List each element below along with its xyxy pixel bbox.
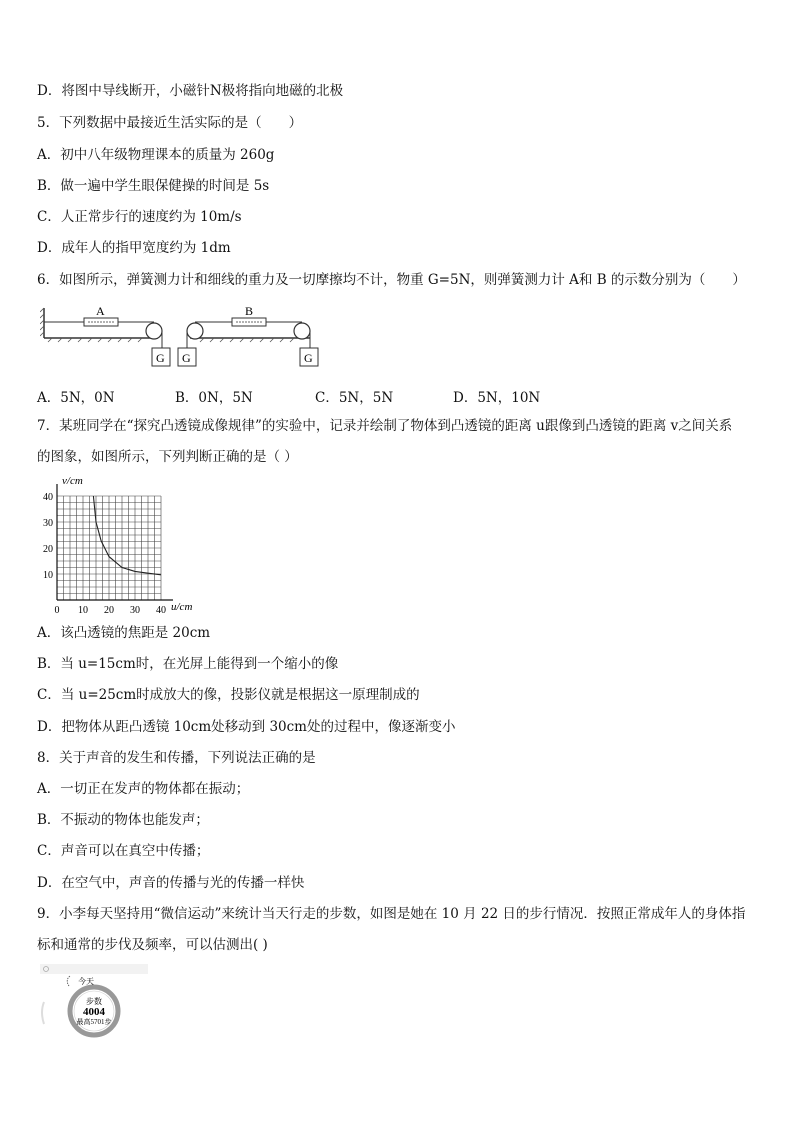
q5-option-b: B．做一遍中学生眼保健操的时间是 5s [37,178,270,194]
q7-option-c: C．当 u=25cm时成放大的像，投影仪就是根据这一原理制成的 [37,687,420,703]
q6-stem: 6．如图所示，弹簧测力计和细线的重力及一切摩擦均不计，物重 G=5N，则弹簧测力计 A和 B 的示数分别为（ ） [37,272,746,288]
q9-stem-line1: 9．小李每天坚持用“微信运动”来统计当天行走的步数，如图是她在 10 月 22 日的步行情况．按照正常成年人的身体指 [37,906,746,922]
q7-stem-line1: 7．某班同学在“探究凸透镜成像规律”的实验中，记录并绘制了物体到凸透镜的距离 u跟像到凸透镜的距离 v之间关系 [37,418,733,434]
q8-option-c: C．声音可以在真空中传播； [37,843,210,859]
series-curve [93,496,161,575]
steps-value: 4004 [83,1006,105,1018]
chart-axes [57,484,173,600]
q6-option-c: C．5N，5N [315,390,394,406]
q6-option-b: B．0N，5N [175,390,253,406]
chart-grid [57,496,161,600]
q7-stem-line2: 的图象，如图所示，下列判断正确的是（ ） [37,449,298,465]
q7-option-d: D．把物体从距凸透镜 10cm处移动到 30cm处的过程中，像逐渐变小 [37,719,456,735]
chart-ticks [43,492,166,616]
x-axis-label: u/cm [171,601,193,613]
today-label: 今天 [78,977,94,986]
q5-option-a: A．初中八年级物理课本的质量为 260g [37,147,275,163]
steps-label: 步数 [86,997,102,1006]
x-tick-label: 20 [104,605,114,616]
y-tick-label: 40 [43,492,53,503]
q8-option-b: B．不振动的物体也能发声； [37,812,209,828]
label-a: A [96,304,105,318]
q5-stem: 5．下列数据中最接近生活实际的是（ ） [37,115,303,131]
y-tick-label: 20 [43,544,53,555]
y-tick-label: 10 [43,570,53,581]
y-axis-label: v/cm [62,475,83,487]
q5-option-d: D．成年人的指甲宽度约为 1dm [37,240,231,256]
x-tick-label: 40 [156,605,166,616]
q7-option-a: A．该凸透镜的焦距是 20cm [37,625,211,641]
q4-option-d: D．将图中导线断开，小磁针N极将指向地磁的北极 [37,83,344,99]
q8-option-d: D．在空气中，声音的传播与光的传播一样快 [37,875,305,891]
x-tick-label: 10 [78,605,88,616]
q6-option-d: D．5N，10N [453,390,541,406]
q8-stem: 8．关于声音的发生和传播，下列说法正确的是 [37,750,316,766]
weight-g-2: G [182,351,191,365]
weight-g-1: G [156,351,165,365]
q6-spring-scale-figure [40,300,330,372]
weight-g-3: G [304,351,313,365]
q9-stem-line2: 标和通常的步伐及频率，可以估测出( ) [37,937,268,953]
x-tick-label: 30 [130,605,140,616]
label-b: B [245,304,254,318]
q8-option-a: A．一切正在发声的物体都在振动； [37,781,250,797]
wechat-steps-screenshot [40,962,150,1038]
y-tick-label: 30 [43,518,53,529]
best-steps: 最高5701步 [76,1018,112,1026]
x-tick-label: 0 [54,605,60,616]
q7-option-b: B．当 u=15cm时，在光屏上能得到一个缩小的像 [37,656,339,672]
q6-option-a: A．5N，0N [37,390,115,406]
q5-option-c: C．人正常步行的速度约为 10m/s [37,209,242,225]
uv-graph [34,474,204,619]
